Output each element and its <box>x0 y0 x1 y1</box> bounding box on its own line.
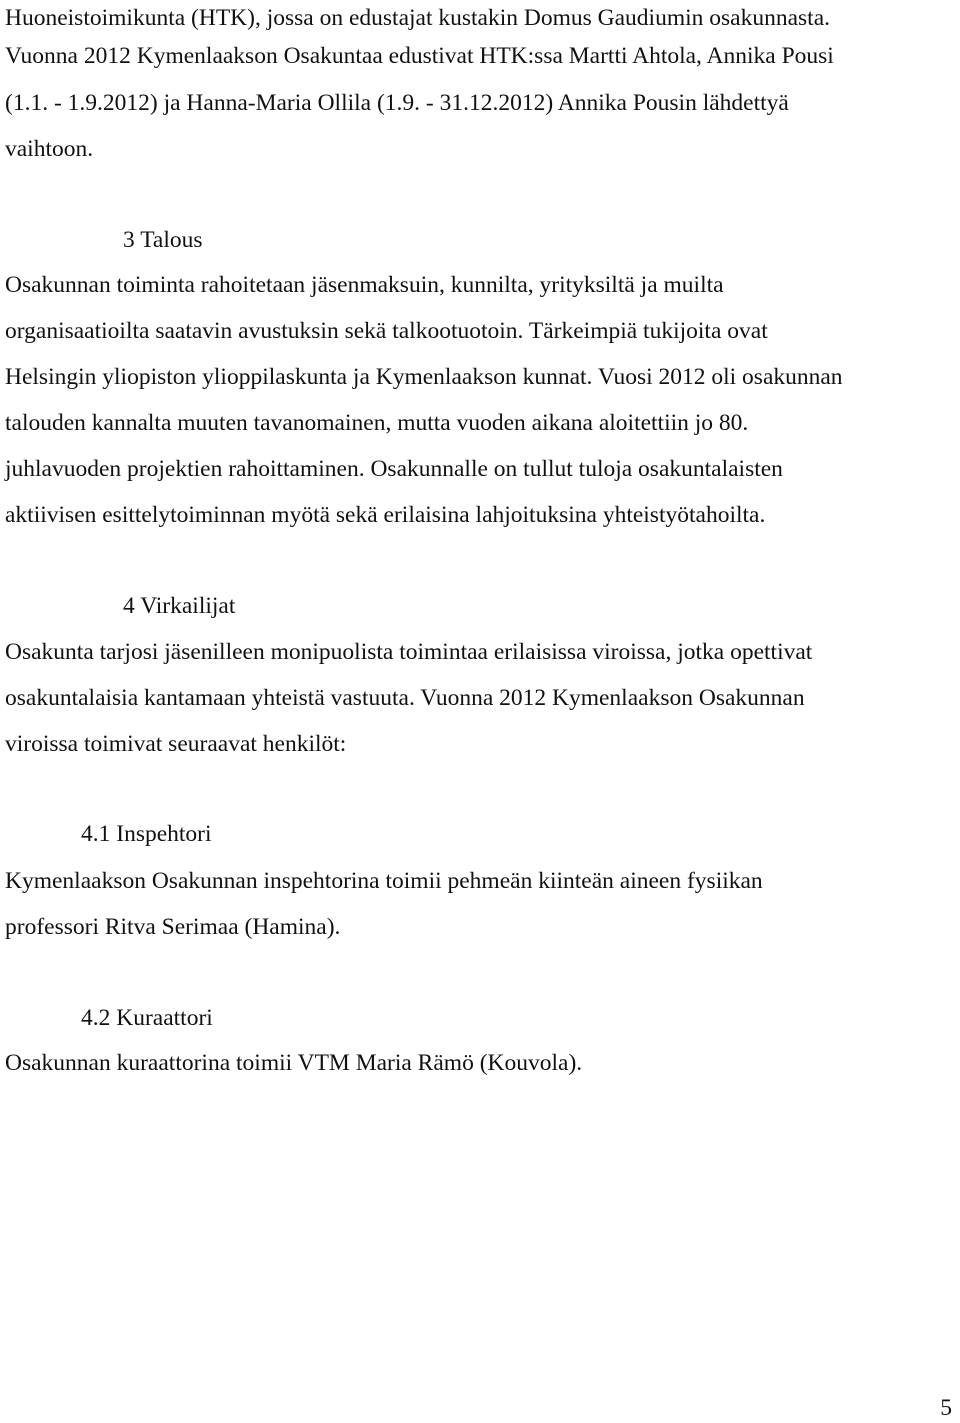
page-number: 5 <box>940 1395 952 1421</box>
virkailijat-line: Osakunta tarjosi jäsenilleen monipuolista toimintaa erilaisissa viroissa, jotka opettivat <box>5 639 813 665</box>
section-heading-kuraattori: 4.2 Kuraattori <box>81 1005 213 1031</box>
talous-line: juhlavuoden projektien rahoittaminen. Osakunnalle on tullut tuloja osakuntalaisten <box>5 456 783 482</box>
section-heading-virkailijat: 4 Virkailijat <box>123 593 236 619</box>
intro-line: Huoneistoimikunta (HTK), jossa on edustajat kustakin Domus Gaudiumin osakunnasta. <box>5 5 831 31</box>
talous-line: aktiivisen esittelytoiminnan myötä sekä erilaisina lahjoituksina yhteistyötahoilta. <box>5 502 766 528</box>
talous-line: Osakunnan toiminta rahoitetaan jäsenmaksuin, kunnilta, yrityksiltä ja muilta <box>5 272 724 298</box>
intro-line: (1.1. - 1.9.2012) ja Hanna-Maria Ollila (1.9. - 31.12.2012) Annika Pousin lähdettyä <box>5 90 789 116</box>
kuraattori-line: Osakunnan kuraattorina toimii VTM Maria Rämö (Kouvola). <box>5 1050 583 1076</box>
talous-line: organisaatioilta saatavin avustuksin sekä talkootuotoin. Tärkeimpiä tukijoita ovat <box>5 318 768 344</box>
intro-line: Vuonna 2012 Kymenlaakson Osakuntaa edustivat HTK:ssa Martti Ahtola, Annika Pousi <box>5 43 834 69</box>
virkailijat-line: osakuntalaisia kantamaan yhteistä vastuuta. Vuonna 2012 Kymenlaakson Osakunnan <box>5 685 805 711</box>
section-heading-talous: 3 Talous <box>123 227 203 253</box>
inspehtori-line: professori Ritva Serimaa (Hamina). <box>5 914 341 940</box>
inspehtori-line: Kymenlaakson Osakunnan inspehtorina toimii pehmeän kiinteän aineen fysiikan <box>5 868 763 894</box>
talous-line: Helsingin yliopiston ylioppilaskunta ja Kymenlaakson kunnat. Vuosi 2012 oli osakunnan <box>5 364 843 390</box>
section-heading-inspehtori: 4.1 Inspehtori <box>81 821 212 847</box>
virkailijat-line: viroissa toimivat seuraavat henkilöt: <box>5 731 347 757</box>
talous-line: talouden kannalta muuten tavanomainen, mutta vuoden aikana aloitettiin jo 80. <box>5 410 749 436</box>
intro-line: vaihtoon. <box>5 136 94 162</box>
